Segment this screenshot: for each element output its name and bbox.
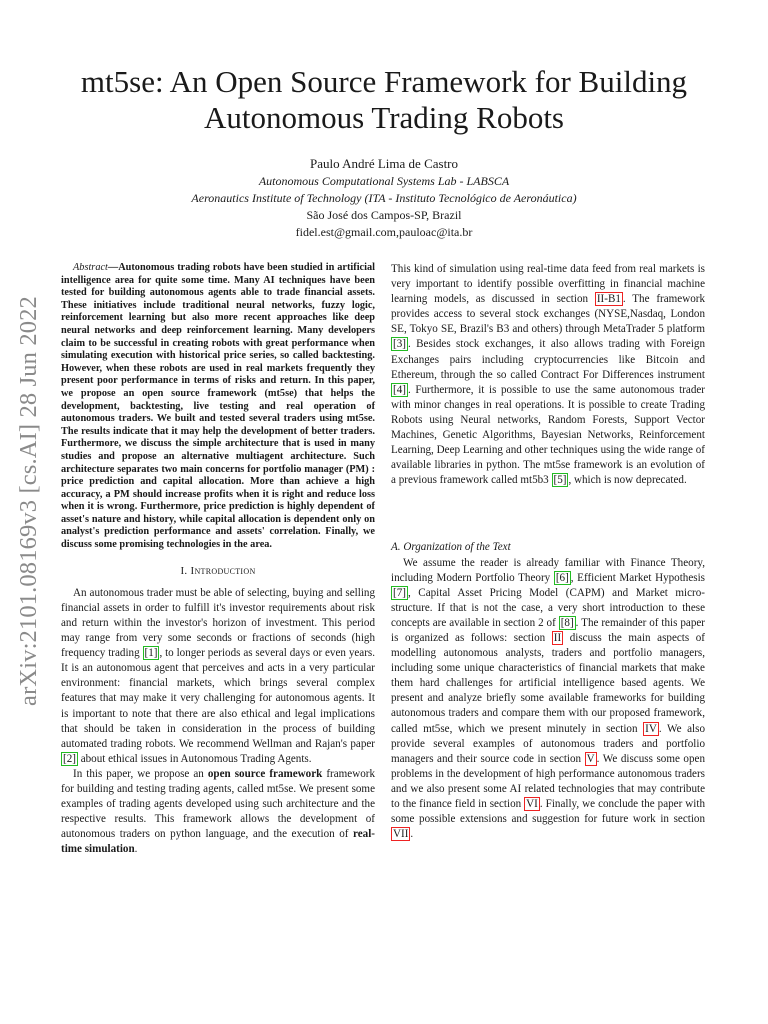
section-heading-introduction: [61, 564, 375, 579]
abstract-text: Autonomous trading robots have been studied in artificial intelligence area for quite some time. Many AI techniques have been tested for building autonomous agents able to trade financial assets. These initiatives include traditional neural networks, fuzzy logic, reinforcement learning but also more recent approaches like deep neural networks and deep reinforcement learning. Many developers claim to be successful in creating robots with great performance when simulating execution with historical price series, so called backtesting. However, when these robots are used in real markets frequently they present poor performance in terms of risks and return. In this paper, we propose an open source framework (mt5se) that helps the development, backtesting, live testing and real operation of autonomous traders. We built and tested several traders using mt5se. The results indicate that it may help the development of better traders. Furthermore, we discuss the simple architecture that is used in many studies and propose an alternative multiagent architecture. Such architecture separates two main concerns for portfolio manager (PM) : price prediction and capital allocation. More than achieve a high accuracy, a PM should increase profits when it is right and reduce loss when it is wrong. Furthermore, price prediction is highly dependent of asset's nature and history, while capital allocation is dependent only on analyst's prediction performance and assets' correlation. Finally, we discuss some promising technologies in the area.: [61, 262, 375, 551]
text-run: In this paper, we propose an: [73, 767, 208, 780]
subsection-label: A.: [391, 541, 401, 554]
text-run: framework for building and testing trading agents, called mt5se. We present some examples of trading agents developed using such architecture and the respective results. This framework allows the development of autonomous traders on python language, and the execution of: [61, 767, 375, 841]
citation-link[interactable]: [1]: [144, 647, 158, 660]
text-run: , to longer periods as several days or even years. It is an autonomous agent that perceives and acts in a very particular environment: financial markets, which brings several complex features that may make it very challenging for autonomous agents. It is important to note that there are also ethical and legal implications that should be taken in consideration in the process of building automated trading robots. We recommend Wellman and Rajan's paper: [61, 647, 375, 750]
text-run: . The remainder of this paper is organized as follows: section: [391, 616, 705, 644]
paper-title: mt5se: An Open Source Framework for Building Autonomous Trading Robots: [80, 64, 688, 135]
left-column: [61, 262, 375, 857]
citation-link[interactable]: [8]: [560, 616, 574, 629]
arxiv-id: arXiv:2101.08169v3 [cs.AI] 28 Jun 2022: [15, 296, 42, 706]
text-run: We assume the reader is already familiar with Finance Theory, including Modern Portfolio Theory: [391, 556, 705, 584]
intro-paragraph-1: [61, 586, 375, 767]
citation-link[interactable]: [5]: [553, 474, 567, 487]
author-location: São José dos Campos-SP, Brazil: [306, 208, 462, 222]
text-run: , which is now deprecated.: [568, 474, 687, 487]
text-run: This kind of simulation using real-time data feed from real markets is very important to identify possible overfitting in financial machine learning models, as discussed in section: [391, 263, 705, 306]
text-run: . Finally, we conclude the paper with some possible extensions and suggestion for future work in section: [391, 798, 705, 826]
text-run: . Furthermore, it is possible to use the same autonomous trader with minor changes in real operations. It is possible to create Trading Robots using Neural networks, Random Forests, Support Vector Machines, Genetic Algorithms, Bayesian Networks, Reinforcement Learning, Deep Learning and other techniques using the wide range of available libraries in python. The mt5se framework is an evolution of a previous framework called mt5b3: [391, 383, 705, 487]
section-link[interactable]: VI: [526, 798, 538, 810]
right-paragraph-1: [391, 262, 705, 488]
subsection-heading: [391, 540, 705, 555]
author-name: Paulo André Lima de Castro: [309, 156, 459, 171]
citation-link[interactable]: [7]: [393, 586, 406, 599]
text-run: . We also provide several examples of autonomous traders and portfolio managers and their source code in section: [391, 722, 705, 765]
right-paragraph-2: [391, 556, 705, 843]
author-emails: fidel.est@gmail.com,pauloac@ita.br: [295, 225, 473, 239]
right-column: [391, 262, 705, 842]
section-link[interactable]: V: [586, 752, 595, 765]
section-link[interactable]: IV: [645, 722, 657, 735]
section-link[interactable]: II-B1: [596, 293, 621, 306]
text-run: . The framework provides access to several stock exchanges (NYSE,Nasdaq, London SE, Tokyo SE, Brazil's B3 and others) through MetaTrader 5 platform: [391, 293, 705, 336]
text-run: about ethical issues in Autonomous Trading Agents.: [77, 752, 312, 765]
text-run: . We discuss some open problems in the development of high performance autonomous traders and we also present some AI related technologies that may contribute to the finance field in section: [391, 752, 705, 810]
author-block: [60, 155, 708, 241]
spacer: [391, 488, 705, 540]
author-lab: Autonomous Computational Systems Lab - LABSCA: [258, 174, 510, 188]
citation-link[interactable]: [6]: [555, 571, 569, 584]
arxiv-stamp: [4, 276, 54, 726]
text-run: . Besides stock exchanges, it also allows trading with Foreign Exchanges pairs including cryptocurrencies like Bitcoin and Ethereum, through the so called Contract For Differences instrument: [391, 338, 705, 381]
bold-text: open source framework: [207, 767, 323, 780]
intro-paragraph-2: [61, 767, 375, 858]
text-run: discuss the main aspects of modelling autonomous analysts, traders and portfolio managers, including some unique characteristics of financial markets that make them hard challenges for artificial intelligence based agents. We present and analyze briefly some available frameworks for building autonomous traders and compare them with our proposed framework, called mt5se, which we present minutely in section: [391, 631, 705, 735]
section-title: Introduction: [190, 564, 256, 577]
citation-link[interactable]: [2]: [63, 752, 76, 765]
text-run: , Efficient Market Hypothesis: [570, 571, 705, 584]
text-run: .: [410, 828, 414, 841]
author-institute: Aeronautics Institute of Technology (ITA - Instituto Tecnológico de Aeronáutica): [191, 191, 577, 205]
abstract: [61, 262, 375, 552]
bold-text: real-time simulation: [61, 828, 375, 856]
text-run: An autonomous trader must be able of selecting, buying and selling financial assets in order to fulfill it's investor requirements about risk and return within the investor's horizon of investment. This period may range from very some seconds or fractions of seconds (high frequency trading: [61, 586, 375, 660]
section-link[interactable]: II: [553, 631, 562, 644]
citation-link[interactable]: [4]: [393, 383, 406, 396]
section-number: I.: [180, 564, 188, 577]
abstract-dash: —: [107, 262, 119, 273]
text-run: .: [134, 843, 138, 856]
abstract-label: Abstract: [73, 262, 108, 273]
subsection-title: Organization of the Text: [403, 541, 511, 554]
citation-link[interactable]: [3]: [393, 338, 406, 351]
section-link[interactable]: VII: [393, 828, 409, 841]
text-run: , Capital Asset Pricing Model (CAPM) and Market micro-structure. If that is not the case, a very short introduction to these concepts are available in section 2 of: [391, 586, 705, 629]
